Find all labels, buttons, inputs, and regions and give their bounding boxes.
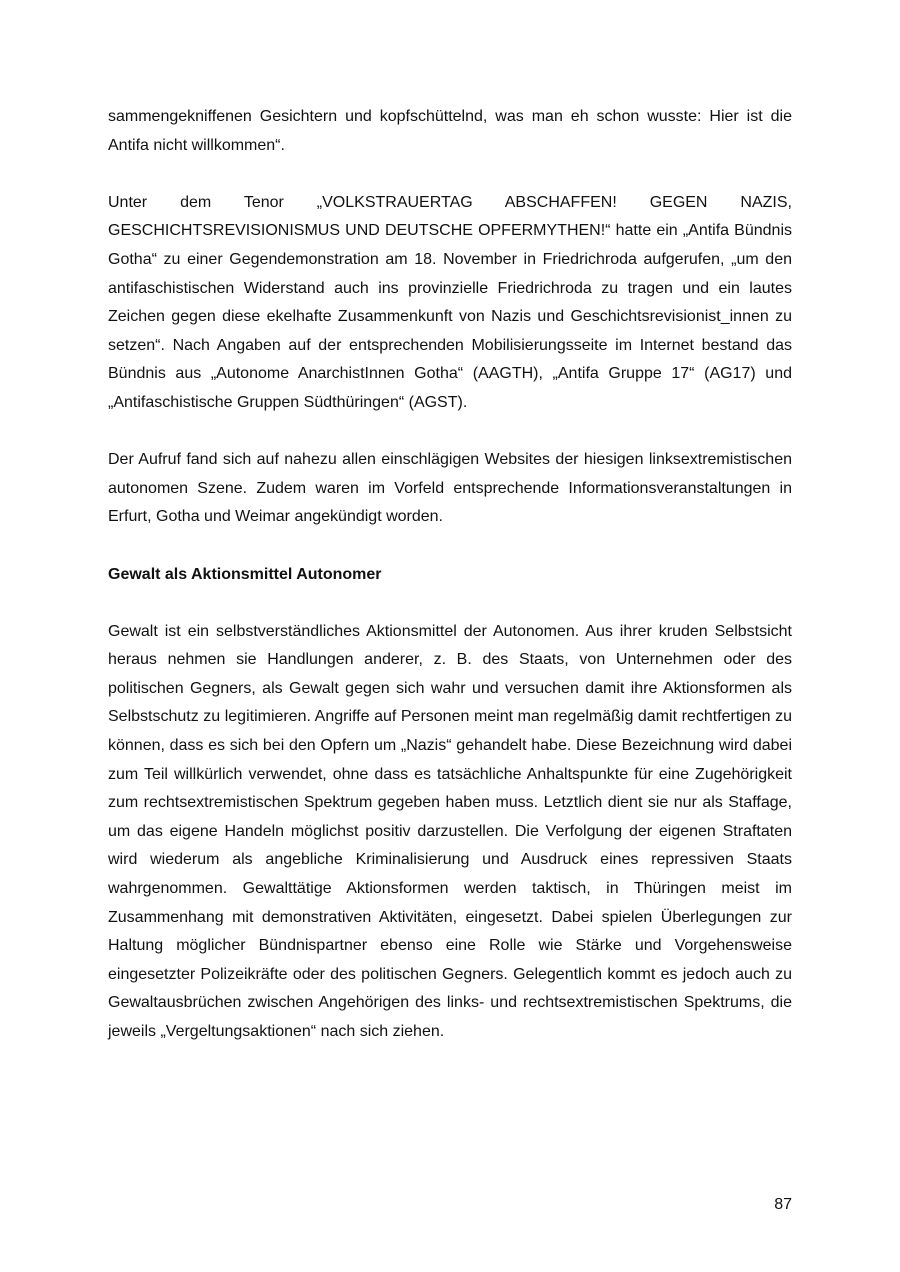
paragraph-continuation: sammengekniffenen Gesichtern und kopfschüttelnd, was man eh schon wusste: Hier ist die Antifa nicht willkommen“. (108, 108, 792, 154)
page-body (108, 103, 792, 1075)
section-heading: Gewalt als Aktionsmittel Autonomer (108, 565, 382, 583)
paragraph-violence: Gewalt ist ein selbstverständliches Aktionsmittel der Autonomen. Aus ihrer kruden Selbstsicht heraus nehmen sie Handlungen anderer, z. B. des Staats, von Unternehmen oder des politischen Gegners, als Gewalt gegen sich wahr und versuchen damit ihre Aktionsformen als Selbstschutz zu legitimieren. Angriffe auf Personen meint man regelmäßig damit rechtfertigen zu können, dass es sich bei den Opfern um „Nazis“ gehandelt habe. Diese Bezeichnung wird dabei zum Teil willkürlich verwendet, ohne dass es tatsächliche Anhaltspunkte für eine Zugehörigkeit zum rechtsextremistischen Spektrum gegeben haben muss. Letztlich dient sie nur als Staffage, um das eigene Handeln möglichst positiv darzustellen. Die Verfolgung der eigenen Straftaten wird wiederum als angebliche Kriminalisierung und Ausdruck eines repressiven Staats wahrgenommen. Gewalttätige Aktionsformen werden taktisch, in Thüringen meist im Zusammenhang mit demonstrativen Aktivitäten, eingesetzt. Dabei spielen Überlegungen zur Haltung möglicher Bündnispartner ebenso eine Rolle wie Stärke und Vorgehensweise eingesetzter Polizeikräfte oder des politischen Gegners. Gelegentlich kommt es jedoch auch zu Gewaltausbrüchen zwischen Angehörigen des links- und rechtsextremistischen Spektrums, die jeweils „Vergeltungsaktionen“ nach sich ziehen. (108, 622, 792, 1040)
page-number: 87 (774, 1196, 792, 1213)
paragraph-call-to-action: Der Aufruf fand sich auf nahezu allen einschlägigen Websites der hiesigen linksextremistischen autonomen Szene. Zudem waren im Vorfeld entsprechende Informationsveranstaltungen in Erfurt, Gotha und Weimar angekündigt worden. (108, 451, 792, 526)
paragraph-counter-demonstration: Unter dem Tenor „VOLKSTRAUERTAG ABSCHAFFEN! GEGEN NAZIS, GESCHICHTSREVISIONISMUS UND DEUTSCHE OPFERMYTHEN!“ hatte ein „Antifa Bündnis Gotha“ zu einer Gegendemonstration am 18. November in Friedrichroda aufgerufen, „um den antifaschistischen Widerstand auch ins provinzielle Friedrichroda zu tragen und ein lautes Zeichen gegen diese ekelhafte Zusammenkunft von Nazis und Geschichtsrevisionist_innen zu setzen“. Nach Angaben auf der entsprechenden Mobilisierungsseite im Internet bestand das Bündnis aus „Autonome AnarchistInnen Gotha“ (AAGTH), „Antifa Gruppe 17“ (AG17) und „Antifaschistische Gruppen Südthüringen“ (AGST). (108, 193, 792, 411)
